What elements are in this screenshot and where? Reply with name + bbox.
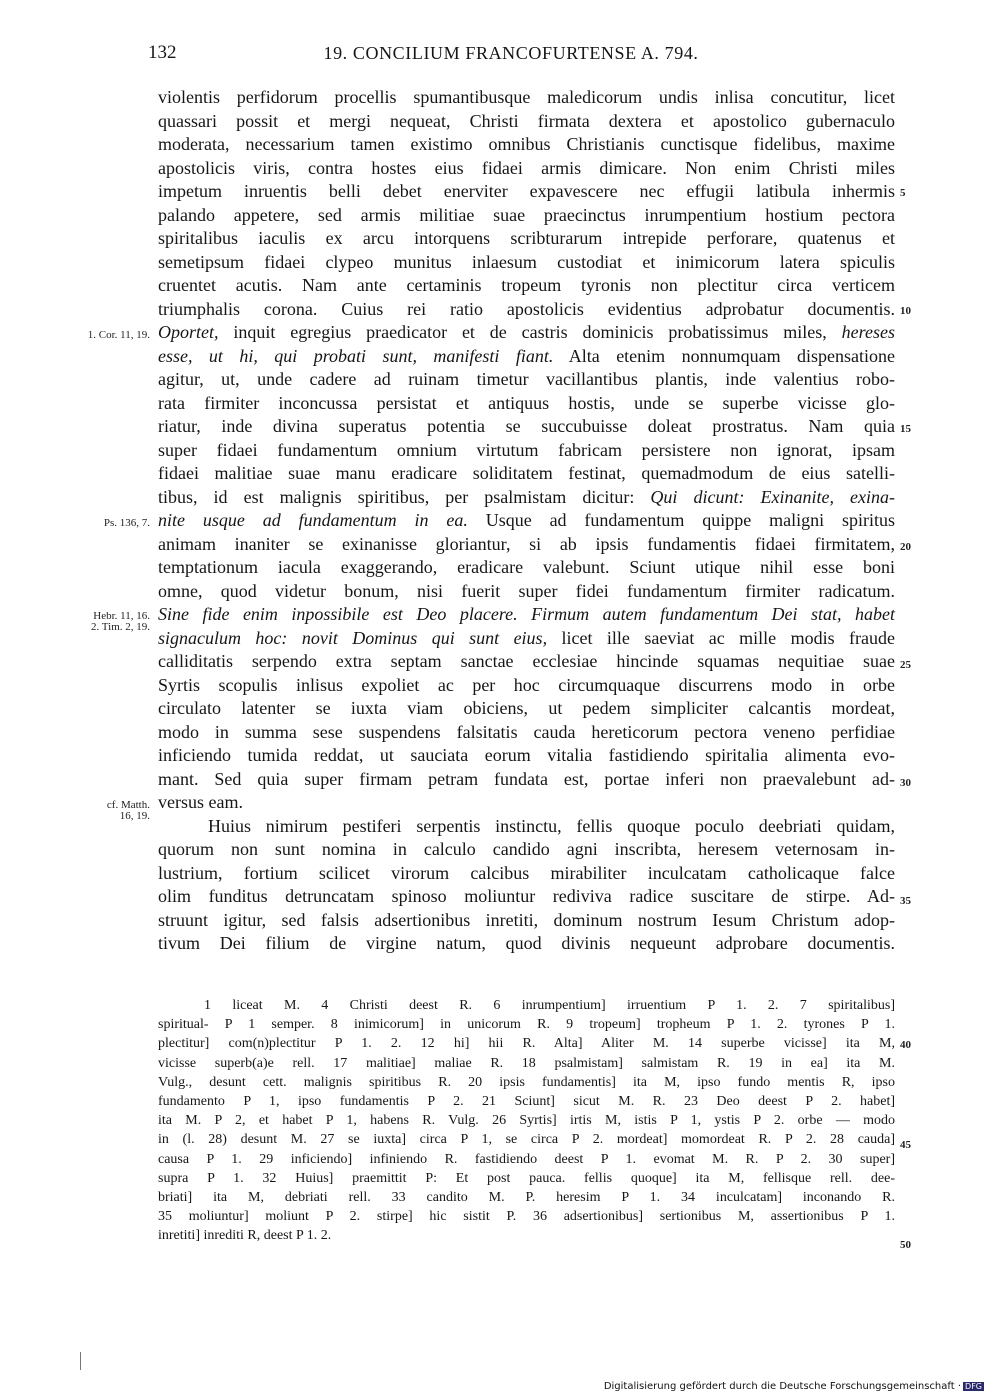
text-line: tivum Dei filium de virgine natum, quod divinis nequeunt adprobare documentis.	[158, 933, 895, 953]
text-line: circulato latenter se iuxta viam obiciens, ut pedem simpliciter calcantis mordeat,	[158, 698, 895, 718]
line-number: 5	[900, 187, 906, 199]
apparatus-line: supra P 1. 32 Huius] praemittit P: Et post pauca. fellis quoque] ita M, fellisque rell. dee-	[158, 1170, 895, 1186]
margin-reference: Hebr. 11, 16.	[93, 610, 150, 622]
text-line: signaculum hoc: novit Dominus qui sunt eius, licet ille saeviat ac mille modis fraude	[158, 627, 895, 648]
line-number: 25	[900, 659, 911, 671]
text-line: omne, quod videtur bonum, nisi fuerit super fidei fundamentum firmiter radicatum.	[158, 580, 895, 601]
margin-reference: 2. Tim. 2, 19.	[91, 621, 150, 633]
scripture-quote: nite usque ad fundamentum in ea.	[158, 510, 468, 530]
text-line: super fidaei fundamentum omnium virtutum fabricam persistere non ignorat, ipsam	[158, 439, 895, 460]
apparatus-line: vicisse superb(a)e rell. 17 malitiae] maliae R. 18 psalmistam] salmistam R. 19 in ea] ita M.	[158, 1055, 895, 1071]
binding-mark	[80, 1352, 81, 1370]
apparatus-line: ita M. P 2, et habet P 1, habens R. Vulg. 26 Syrtis] irtis M, istis P 1, ystis P 2. orbe — modo	[158, 1113, 895, 1129]
text-line: agitur, ut, unde cadere ad ruinam timetur vacillantibus plantis, inde valentius robo-	[158, 369, 895, 389]
apparatus-line: 1 liceat M. 4 Christi deest R. 6 inrumpentium] irruentium P 1. 2. 7 spiritalibus]	[204, 998, 895, 1013]
apparatus-line: 35 moliuntur] moliunt P 2. stirpe] hic sistit P. 36 adsertionibus] sertionibus M, assertionibus P 1.	[158, 1209, 895, 1225]
main-text	[158, 86, 895, 956]
text-line: lustrium, fortium scilicet virorum calcibus mirabiliter inculcatam catholicaque falce	[158, 862, 895, 883]
text-line: quassari possit et mergi nequeat, Christi firmata dextera et apostolico gubernaculo	[158, 110, 895, 131]
line-number: 35	[900, 895, 911, 907]
line-number: 30	[900, 777, 911, 789]
dfg-logo: DFG	[965, 1381, 982, 1391]
scripture-quote: hereses	[841, 322, 895, 342]
apparatus-line: inretiti] inrediti R, deest P 1. 2.	[158, 1228, 332, 1244]
apparatus-line: fundamento P 1, ipso fundamentis P 2. 21 Sciunt] sicut M. R. 23 Deo deest P 2. habet]	[158, 1093, 895, 1109]
digitization-credit	[604, 1381, 984, 1392]
scripture-quote: esse, ut hi, qui probati sunt, manifesti fiant.	[158, 345, 554, 366]
text-line: modo in summa sese suspendens falsitatis cauda hereticorum pectora veneno perfidiae	[158, 721, 895, 742]
page-number: 132	[148, 42, 177, 63]
text-line: violentis perfidorum procellis spumantibusque maledicorum undis inlisa concutitur, licet	[158, 87, 895, 107]
apparatus-line-number: 40	[900, 1039, 911, 1051]
apparatus-line: Vulg., desunt cett. malignis spiritibus R. 20 ipsis fundamentis] ita M, ipso fundo mentis R, ipso	[158, 1074, 895, 1090]
text-line: animam inaniter se exinanisse gloriantur, si ab ipsis fundamentis fidaei firmitatem,	[158, 533, 895, 554]
text-line: moderata, necessarium tamen existimo omnibus Christianis cunctisque fidelibus, maxime	[158, 134, 895, 154]
text-line: Oportet, inquit egregius praedicator et de castris dominicis probatissimus miles, hereses	[158, 322, 895, 342]
text-line: spiritalibus iaculis ex arcu intorquens scribturarum intrepide perforare, quatenus et	[158, 228, 895, 248]
text-line: triumphalis corona. Cuius rei ratio apostolicis evidentius adprobatur documentis.	[158, 298, 895, 319]
scripture-quote: signaculum hoc: novit Dominus qui sunt eius,	[158, 627, 548, 648]
margin-reference: 1. Cor. 11, 19.	[87, 329, 150, 341]
text-line: fidaei malitiae suae manu eradicare soliditatem festinat, quemadmodum de eius satelli-	[158, 463, 895, 483]
text-line: inficiendo tumida reddat, ut sauciata eorum vitalia fastidiendo spiritalia alimenta evo-	[158, 745, 895, 765]
text-line: impetum inruentis belli debet enerviter expavescere nec effugii latibula inhermis	[158, 181, 895, 201]
apparatus-line: causa P 1. 29 inficiendo] infiniendo R. fastidiendo deest P 1. evomat M. R. P 2. 30 super]	[158, 1151, 895, 1167]
text-line: apostolicis viris, contra hostes eius fidaei armis dimicare. Non enim Christi miles	[158, 157, 895, 178]
margin-reference: cf. Matth.	[106, 799, 150, 811]
line-number: 15	[900, 423, 911, 435]
text-line: semetipsum fidaei clypeo munitus inlaesum custodiat et inimicorum latera spiculis	[158, 251, 895, 272]
text-line: calliditatis serpendo extra septam sanctae ecclesiae hincinde squamas nequitiae suae	[158, 651, 895, 671]
scripture-quote: Sine fide enim inpossibile est Deo placere. Firmum autem fundamentum Dei stat, habet	[158, 604, 895, 624]
apparatus-line-number: 50	[900, 1239, 911, 1251]
text-line: riatur, inde divina superatus potentia se succubuisse doleat prostratus. Nam quia	[158, 416, 895, 436]
apparatus-line: spiritual- P 1 semper. 8 inimicorum] in unicorum R. 9 tropeum] tropheum P 1. 2. tyrones P 1.	[158, 1017, 895, 1033]
margin-reference: Ps. 136, 7.	[103, 517, 150, 529]
running-title: 19. CONCILIUM FRANCOFURTENSE A. 794.	[323, 43, 699, 63]
page-header	[0, 42, 1000, 68]
text-line: quorum non sunt nomina in calculo candido agni inscribta, heresem veternosam in-	[158, 839, 895, 859]
line-number: 10	[900, 305, 911, 317]
text-line: versus eam.	[158, 792, 243, 812]
text-line: olim funditus detruncatam spinoso moliuntur rediviva radice suscitare de stirpe. Ad-	[158, 886, 895, 906]
margin-reference: 16, 19.	[119, 810, 150, 822]
text-line	[158, 603, 895, 627]
credit-text: Digitalisierung gefördert durch die Deutsche Forschungsgemeinschaft ·	[603, 1381, 962, 1392]
scripture-quote: Oportet,	[158, 322, 219, 342]
apparatus-line: in (l. 28) desunt M. 27 se iuxta] circa P 1, se circa P 2. mordeat] momordeat R. P 2. 28 cauda]	[158, 1132, 895, 1148]
text-line: Syrtis scopulis inlisus expoliet ac per hoc circumquaque discurrens modo in orbe	[158, 674, 895, 695]
text-line: mant. Sed quia super firmam petram fundata est, portae inferi non praevalebunt ad-	[158, 768, 895, 789]
text-line: cruentet acutis. Nam ante certaminis tropeum tyronis non plectitur circa verticem	[158, 275, 895, 295]
text-line: struunt igitur, sed falsis adsertionibus inretiti, dominum nostrum Iesum Christum adop-	[158, 909, 895, 930]
scripture-quote: Qui dicunt: Exinanite, exina-	[650, 486, 895, 507]
apparatus-line-number: 45	[900, 1139, 911, 1151]
apparatus-line: plectitur] com(n)plectitur P 1. 2. 12 hi] hii R. Alta] Aliter M. 14 superbe vicisse] ita M,	[158, 1036, 895, 1052]
line-number: 20	[900, 541, 911, 553]
text-line: esse, ut hi, qui probati sunt, manifesti fiant. Alta etenim nonnumquam dispensatione	[158, 345, 896, 366]
text-line: nite usque ad fundamentum in ea. Usque ad fundamentum quippe maligni spiritus	[158, 510, 896, 530]
critical-apparatus	[158, 996, 895, 1245]
apparatus-line: briati] ita M, debriati rell. 33 candito M. P. heresim P 1. 34 inculcatam] inconando R.	[158, 1189, 895, 1205]
text-line: palando appetere, sed armis militiae suae praecinctus inrumpentium hostium pectora	[158, 204, 895, 225]
text-line: tibus, id est malignis spiritibus, per psalmistam dicitur: Qui dicunt: Exinanite, exina-	[158, 486, 895, 507]
text-line: rata firmiter inconcussa persistat et antiquus hostis, unde se superbe vicisse glo-	[158, 392, 895, 413]
text-line: Huius nimirum pestiferi serpentis instinctu, fellis quoque poculo deebriati quidam,	[208, 815, 895, 836]
text-line: temptationum iacula exaggerando, eradicare valebunt. Sciunt utique nihil esse boni	[158, 557, 895, 577]
